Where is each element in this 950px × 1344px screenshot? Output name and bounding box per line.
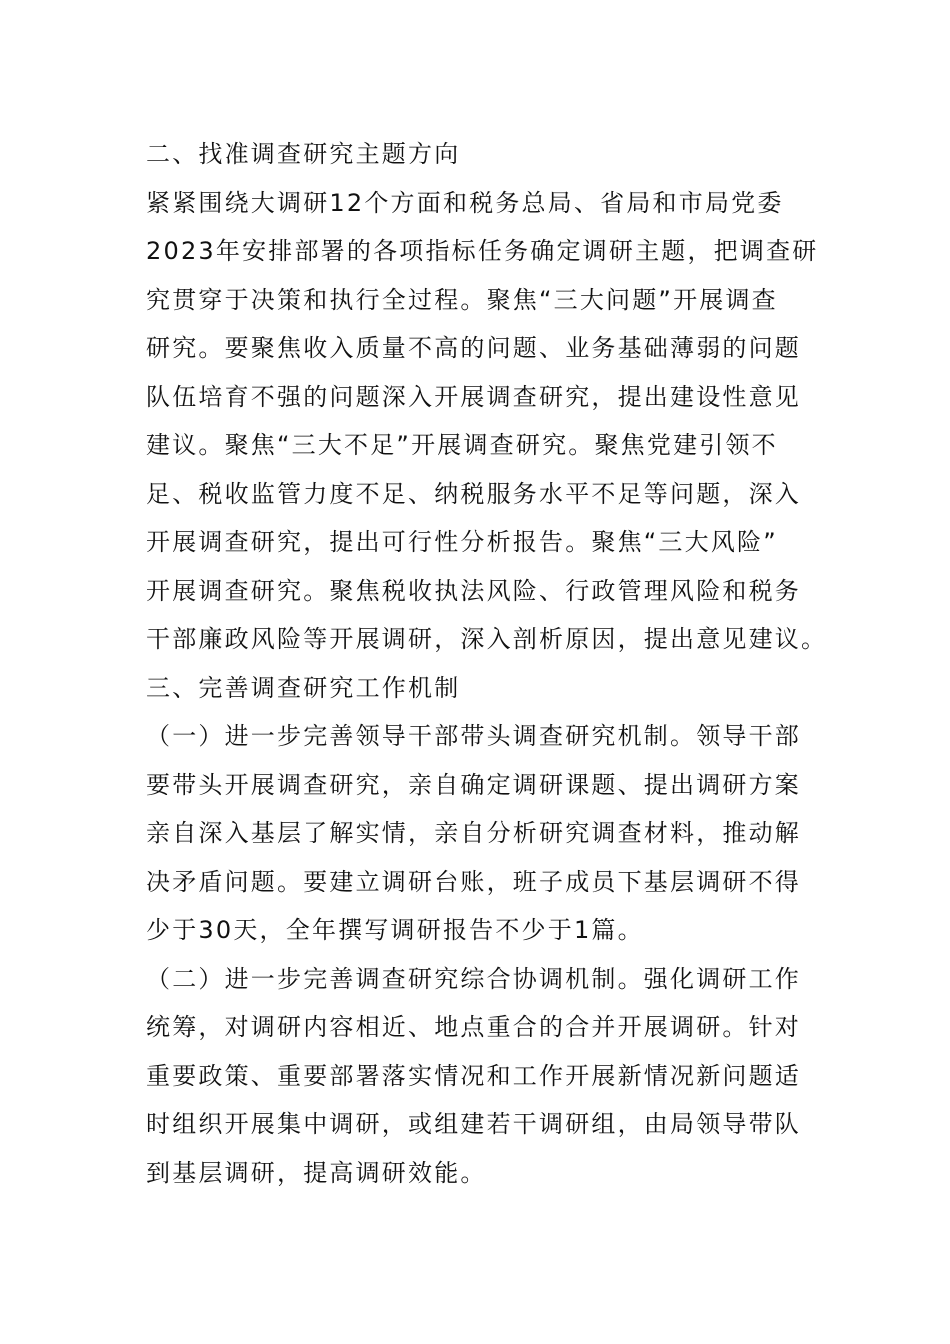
subsection-line: （一）进一步完善领导干部带头调查研究机制。领导干部	[146, 722, 801, 750]
paragraph-line: 少于30天，全年撰写调研报告不少于1篇。	[146, 916, 644, 944]
paragraph-line: 时组织开展集中调研，或组建若干调研组，由局领导带队	[146, 1110, 801, 1138]
paragraph-line: 足、税收监管力度不足、纳税服务水平不足等问题，深入	[146, 479, 801, 508]
subsection-line: （二）进一步完善调查研究综合协调机制。强化调研工作	[146, 964, 801, 993]
section-heading-2: 二、找准调查研究主题方向	[146, 140, 461, 168]
paragraph-line: 紧紧围绕大调研12个方面和税务总局、省局和市局党委	[146, 188, 784, 217]
document-body	[146, 130, 828, 1197]
paragraph-line: 干部廉政风险等开展调研，深入剖析原因，提出意见建议。	[146, 625, 828, 653]
paragraph-line: 建议。聚焦“三大不足”开展调查研究。聚焦党建引领不	[146, 431, 778, 459]
paragraph-line: 要带头开展调查研究，亲自确定调研课题、提出调研方案	[146, 770, 801, 799]
paragraph-line: 重要政策、重要部署落实情况和工作开展新情况新问题适	[146, 1061, 801, 1090]
paragraph-line: 到基层调研，提高调研效能。	[146, 1158, 487, 1187]
paragraph-line: 2023年安排部署的各项指标任务确定调研主题，把调查研	[146, 237, 819, 265]
paragraph-line: 决矛盾问题。要建立调研台账，班子成员下基层调研不得	[146, 867, 801, 896]
paragraph-line: 开展调查研究，提出可行性分析报告。聚焦“三大风险”	[146, 528, 778, 556]
paragraph-line: 亲自深入基层了解实情，亲自分析研究调查材料，推动解	[146, 819, 801, 847]
section-heading-3: 三、完善调查研究工作机制	[146, 673, 461, 702]
paragraph-line: 统筹，对调研内容相近、地点重合的合并开展调研。针对	[146, 1013, 801, 1041]
paragraph-line: 队伍培育不强的问题深入开展调查研究，提出建设性意见	[146, 382, 801, 411]
paragraph-line: 研究。要聚焦收入质量不高的问题、业务基础薄弱的问题	[146, 334, 801, 362]
paragraph-line: 究贯穿于决策和执行全过程。聚焦“三大问题”开展调查	[146, 285, 778, 314]
paragraph-line: 开展调查研究。聚焦税收执法风险、行政管理风险和税务	[146, 576, 801, 605]
